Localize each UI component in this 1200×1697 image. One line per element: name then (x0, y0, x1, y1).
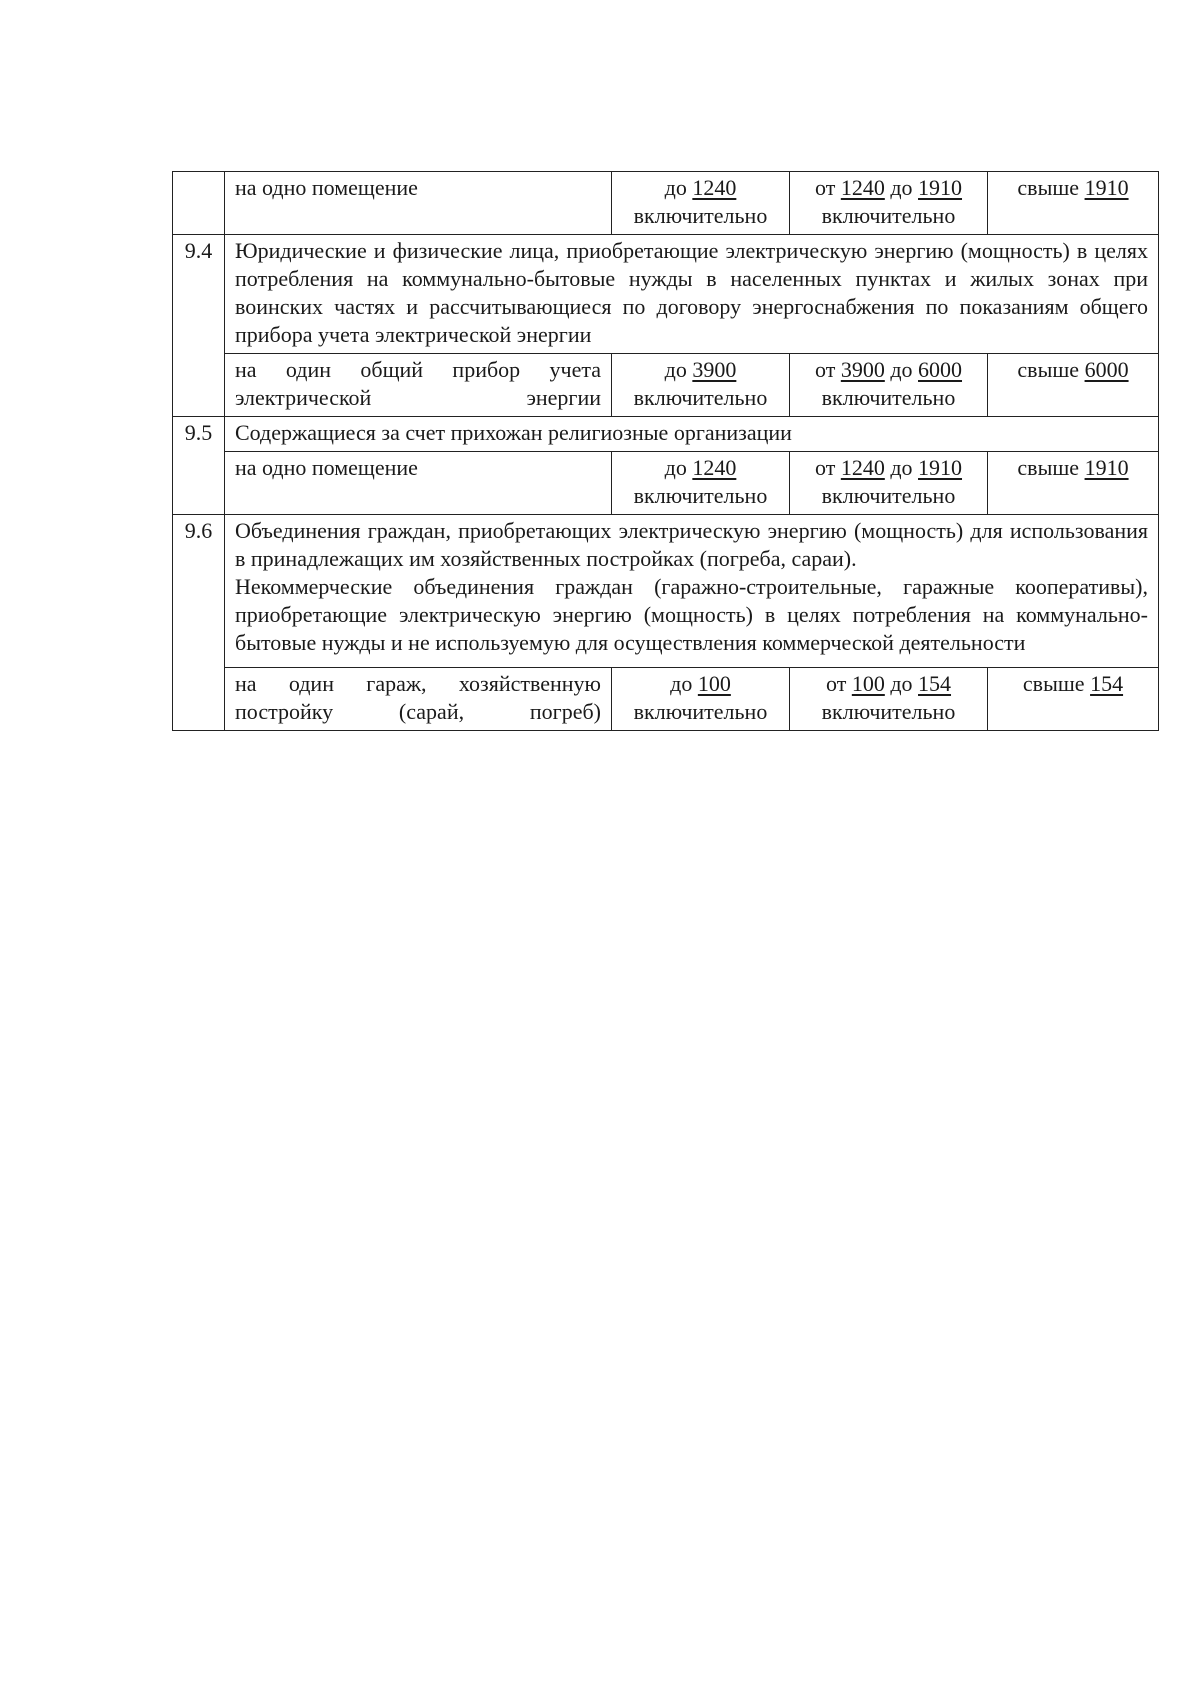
range-high-cell: свыше 1910 (988, 452, 1159, 515)
threshold-value: 1240 (692, 455, 737, 480)
range-mid-cell: от 1240 до 1910 включительно (790, 172, 988, 235)
unit-cell: на одно помещение (225, 452, 612, 515)
threshold-value: 1240 (840, 175, 885, 200)
threshold-value: 1910 (918, 455, 963, 480)
range-mid-cell: от 100 до 154 включительно (790, 668, 988, 731)
threshold-value: 154 (1090, 671, 1124, 696)
table-row (173, 452, 1159, 515)
range-low-cell: до 1240 включительно (612, 172, 790, 235)
threshold-value: 1910 (1084, 175, 1129, 200)
table-row (173, 354, 1159, 417)
section-title (225, 515, 1159, 668)
unit-cell: на один общий прибор учета электрической энергии (225, 354, 612, 417)
range-low-cell: до 1240 включительно (612, 452, 790, 515)
section-title: Юридические и физические лица, приобретающие электрическую энергию (мощность) в целях потребления на коммунально-бытовые нужды в населенных пунктах и жилых зонах при воинских частях и рассчитывающиеся по договору энергоснабжения по показаниям общего прибора учета электрической энергии (225, 235, 1159, 354)
range-high-cell: свыше 154 (988, 668, 1159, 731)
item-number-cell (173, 172, 225, 235)
tariff-table (172, 171, 1159, 731)
range-mid-cell: от 3900 до 6000 включительно (790, 354, 988, 417)
threshold-value: 100 (697, 671, 731, 696)
range-mid-cell: от 1240 до 1910 включительно (790, 452, 988, 515)
item-number: 9.4 (173, 235, 225, 417)
item-number: 9.5 (173, 417, 225, 515)
threshold-value: 1910 (1084, 455, 1129, 480)
section-header-row (173, 515, 1159, 668)
range-low-cell: до 3900 включительно (612, 354, 790, 417)
section-header-row (173, 417, 1159, 452)
section-title-paragraph: Некоммерческие объединения граждан (гаражно-строительные, гаражные кооперативы), приобретающие электрическую энергию (мощность) в целях потребления на коммунально-бытовые нужды и не используемую для осуществления коммерческой деятельности (235, 574, 1148, 655)
range-high-cell: свыше 1910 (988, 172, 1159, 235)
threshold-value: 6000 (918, 357, 963, 382)
threshold-value: 1910 (918, 175, 963, 200)
threshold-value: 1240 (840, 455, 885, 480)
table-row (173, 172, 1159, 235)
threshold-value: 154 (918, 671, 952, 696)
threshold-value: 3900 (840, 357, 885, 382)
unit-cell: на одно помещение (225, 172, 612, 235)
section-title: Содержащиеся за счет прихожан религиозные организации (225, 417, 1159, 452)
range-low-cell: до 100 включительно (612, 668, 790, 731)
threshold-value: 1240 (692, 175, 737, 200)
threshold-value: 100 (851, 671, 885, 696)
section-header-row (173, 235, 1159, 354)
table-row (173, 668, 1159, 731)
range-high-cell: свыше 6000 (988, 354, 1159, 417)
unit-cell: на один гараж, хозяйственную постройку (сарай, погреб) (225, 668, 612, 731)
item-number: 9.6 (173, 515, 225, 731)
section-title-paragraph: Объединения граждан, приобретающих электрическую энергию (мощность) для использования в принадлежащих им хозяйственных постройках (погреба, сараи). (235, 518, 1148, 571)
threshold-value: 6000 (1084, 357, 1129, 382)
threshold-value: 3900 (692, 357, 737, 382)
